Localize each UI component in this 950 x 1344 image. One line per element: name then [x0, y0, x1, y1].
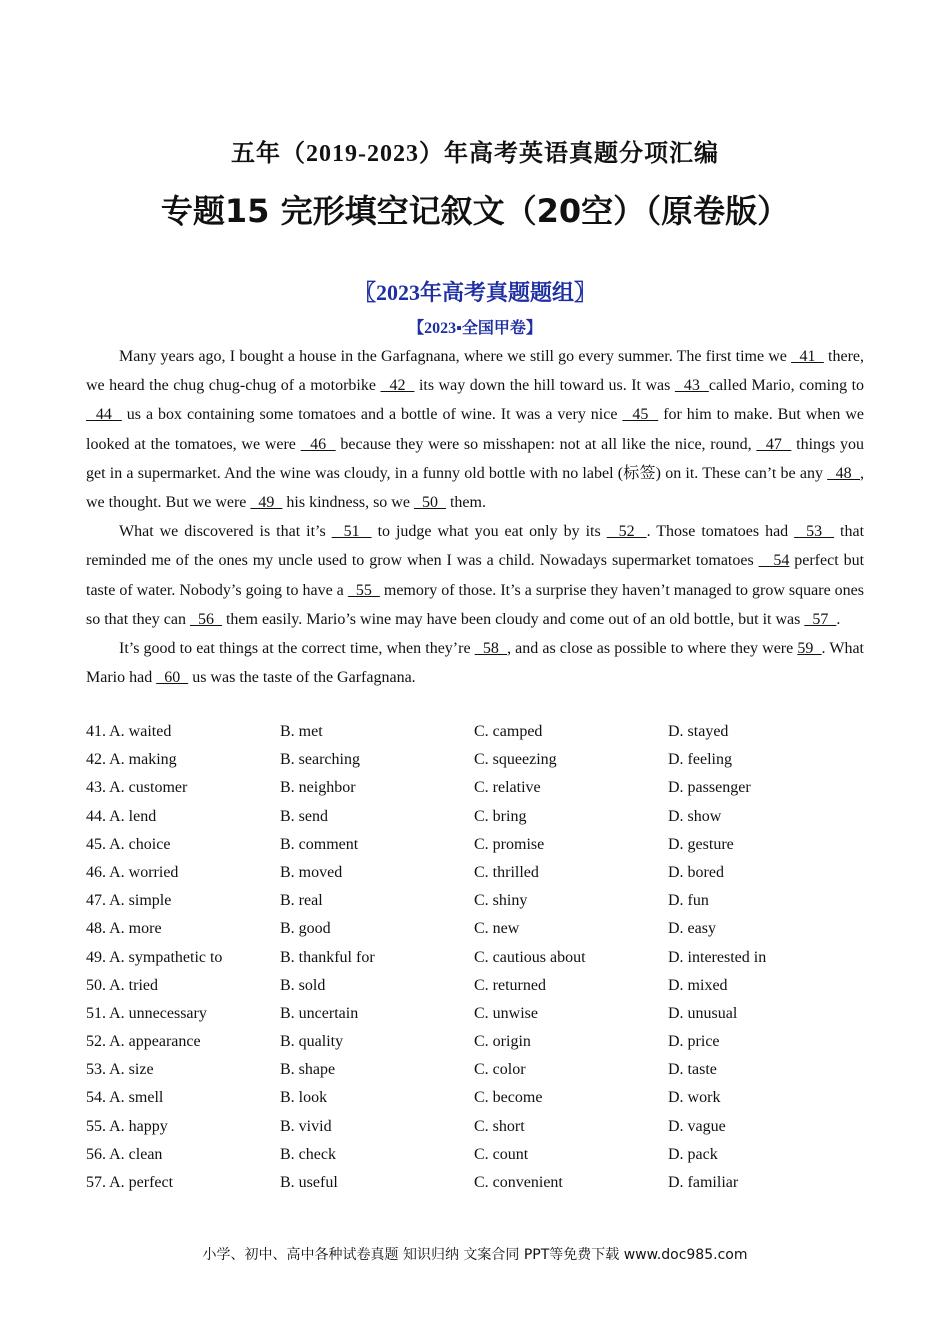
blank-number: 52: [606, 523, 647, 541]
option-choice: 55. A. happy: [86, 1117, 168, 1135]
option-choice: C. short: [474, 1117, 525, 1135]
option-choice: C. returned: [474, 976, 546, 994]
option-row: [86, 803, 864, 831]
topic-title: 专题15 完形填空记叙文（20空）（原卷版）: [160, 192, 790, 230]
option-choice: B. thankful for: [280, 948, 375, 966]
blank-number: 57: [804, 610, 837, 628]
cloze-passage: [86, 342, 864, 692]
blank-number: 56: [189, 610, 222, 628]
passage-text: , and as close as possible to where they were: [507, 640, 798, 658]
passage-paragraph: [86, 634, 864, 692]
passage-text: called Mario, coming to: [708, 377, 865, 395]
option-choice: 45. A. choice: [86, 835, 171, 853]
option-choice: D. easy: [668, 920, 716, 938]
option-choice: C. new: [474, 920, 520, 938]
passage-text: memory of those. It’s a surprise they haven’t managed to grow square ones so that they can: [86, 581, 865, 628]
passage-paragraph: [86, 517, 864, 634]
option-row: [86, 972, 864, 1000]
option-choice: D. work: [668, 1089, 721, 1107]
option-choice: B. look: [280, 1089, 328, 1107]
option-choice: B. sold: [280, 976, 326, 994]
option-choice: B. moved: [280, 863, 343, 881]
option-choice: B. useful: [280, 1174, 338, 1191]
blank-number: 50: [413, 494, 446, 512]
option-choice: C. unwise: [474, 1004, 538, 1022]
option-choice: 41. A. waited: [86, 723, 172, 740]
option-row: [86, 1000, 864, 1028]
section-heading: 〖2023年高考真题题组〗: [353, 280, 596, 305]
option-choice: C. cautious about: [474, 948, 586, 966]
option-choice: 44. A. lend: [86, 807, 157, 825]
blank-number: 44: [86, 406, 122, 424]
option-row: [86, 1113, 864, 1141]
option-choice: D. familiar: [668, 1174, 739, 1191]
option-choice: B. uncertain: [280, 1004, 359, 1022]
option-choice: D. vague: [668, 1117, 726, 1135]
option-choice: B. shape: [280, 1061, 336, 1079]
option-choice: D. mixed: [668, 976, 728, 994]
option-row: [86, 887, 864, 915]
option-choice: C. relative: [474, 779, 541, 797]
option-row: [86, 944, 864, 972]
passage-text: us was the taste of the Garfagnana.: [188, 669, 416, 687]
option-choice: 50. A. tried: [86, 976, 158, 994]
blank-number: 60: [156, 669, 189, 687]
option-choice: B. check: [280, 1145, 336, 1163]
option-choice: 47. A. simple: [86, 892, 172, 910]
option-choice: B. good: [280, 920, 331, 938]
option-choice: B. real: [280, 892, 323, 910]
blank-number: 49: [250, 494, 283, 512]
option-choice: 54. A. smell: [86, 1089, 164, 1107]
passage-text: , we thought. But we were: [86, 464, 864, 512]
option-choice: 43. A. customer: [86, 779, 188, 797]
option-row: [86, 1056, 864, 1084]
option-choice: 48. A. more: [86, 920, 162, 938]
passage-text: . Those tomatoes had: [646, 523, 795, 541]
option-choice: B. quality: [280, 1033, 344, 1051]
blank-number: 55: [347, 581, 380, 599]
option-choice: D. bored: [668, 863, 724, 881]
passage-text: Many years ago, I bought a house in the Garfagnana, where we still go every summer. The first time we: [119, 348, 792, 365]
option-choice: 52. A. appearance: [86, 1033, 201, 1051]
option-choice: D. pack: [668, 1145, 718, 1163]
option-choice: B. send: [280, 807, 328, 825]
blank-number: 54: [758, 552, 790, 570]
option-choice: B. searching: [280, 751, 360, 769]
option-choice: 42. A. making: [86, 751, 177, 769]
passage-text: there, we heard the chug chug-chug of a motorbike: [86, 348, 865, 395]
option-choice: B. comment: [280, 835, 359, 853]
exam-heading: 【2023▪全国甲卷】: [408, 320, 542, 337]
option-choice: C. become: [474, 1089, 543, 1107]
option-choice: C. promise: [474, 835, 545, 853]
option-choice: D. feeling: [668, 751, 732, 769]
option-choice: C. count: [474, 1145, 529, 1163]
option-row: [86, 831, 864, 859]
passage-text: for him to make. But when we looked at the tomatoes, we were: [86, 406, 865, 453]
passage-text: It’s good to eat things at the correct time, when they’re: [119, 640, 475, 658]
option-choice: D. fun: [668, 892, 709, 910]
option-choice: B. vivid: [280, 1117, 332, 1135]
option-choice: C. color: [474, 1061, 526, 1079]
option-choice: D. taste: [668, 1061, 717, 1079]
blank-number: 43: [674, 377, 709, 395]
blank-number: 53: [794, 523, 835, 541]
option-row: [86, 1169, 864, 1197]
blank-number: 47: [756, 435, 792, 453]
passage-text: . What Mario had: [86, 640, 865, 687]
option-row: [86, 859, 864, 887]
passage-text: to judge what you eat only by its: [371, 523, 607, 541]
option-row: [86, 1028, 864, 1056]
blank-number: 51: [331, 523, 372, 541]
blank-number: 48: [827, 464, 860, 482]
passage-text: that reminded me of the ones my uncle used to grow when I was a child. Nowadays supermarket tomatoes: [86, 523, 865, 570]
option-choice: C. thrilled: [474, 863, 539, 881]
option-row: [86, 774, 864, 802]
option-choice: C. squeezing: [474, 751, 557, 769]
blank-number: 59: [797, 640, 822, 658]
option-row: [86, 1141, 864, 1169]
option-choice: 57. A. perfect: [86, 1174, 174, 1191]
passage-text: perfect but taste of water. Nobody’s going to have a: [86, 552, 865, 599]
option-choice: 53. A. size: [86, 1061, 154, 1079]
option-choice: B. neighbor: [280, 779, 356, 797]
option-choice: D. price: [668, 1033, 720, 1051]
option-row: [86, 1084, 864, 1112]
option-row: [86, 746, 864, 774]
option-choice: 56. A. clean: [86, 1145, 163, 1163]
blank-number: 58: [474, 640, 508, 658]
option-choice: D. passenger: [668, 779, 751, 797]
option-choice: D. stayed: [668, 723, 729, 740]
option-choice: D. unusual: [668, 1004, 738, 1022]
option-choice: D. gesture: [668, 835, 734, 853]
page-footer: 小学、初中、高中各种试卷真题 知识归纳 文案合同 PPT等免费下载 www.doc985.com: [202, 1247, 748, 1263]
passage-text: them easily. Mario’s wine may have been cloudy and come out of an old bottle, but it was: [221, 610, 805, 628]
option-choice: C. origin: [474, 1033, 531, 1051]
passage-text: them.: [445, 494, 486, 512]
blank-number: 41: [791, 348, 824, 365]
passage-text: its way down the hill toward us. It was: [414, 377, 675, 395]
blank-number: 42: [380, 377, 415, 395]
option-row: [86, 915, 864, 943]
blank-number: 46: [300, 435, 336, 453]
passage-text: because they were so misshapen: not at all like the nice, round,: [335, 435, 757, 453]
passage-text: us a box containing some tomatoes and a bottle of wine. It was a very nice: [121, 406, 623, 424]
option-choice: 49. A. sympathetic to: [86, 948, 223, 966]
option-choice: C. camped: [474, 723, 543, 740]
document-title: 五年（2019-2023）年高考英语真题分项汇编: [231, 141, 719, 167]
option-choice: C. convenient: [474, 1174, 563, 1191]
passage-text: .: [836, 610, 841, 628]
option-choice: B. met: [280, 723, 323, 740]
passage-text: What we discovered is that it’s: [119, 523, 332, 541]
option-choice: D. show: [668, 807, 722, 825]
option-choice: C. shiny: [474, 892, 528, 910]
passage-text: things you get in a supermarket. And the wine was cloudy, in a funny old bottle with no label (标签) on it. These can’t be any: [86, 435, 865, 482]
option-choice: C. bring: [474, 807, 527, 825]
passage-paragraph: [86, 342, 864, 517]
option-choice: 51. A. unnecessary: [86, 1004, 207, 1022]
option-choice: 46. A. worried: [86, 863, 179, 881]
blank-number: 45: [622, 406, 659, 424]
option-row: [86, 718, 864, 746]
passage-text: his kindness, so we: [282, 494, 414, 512]
option-choice: D. interested in: [668, 948, 767, 966]
answer-options: [86, 718, 864, 1197]
